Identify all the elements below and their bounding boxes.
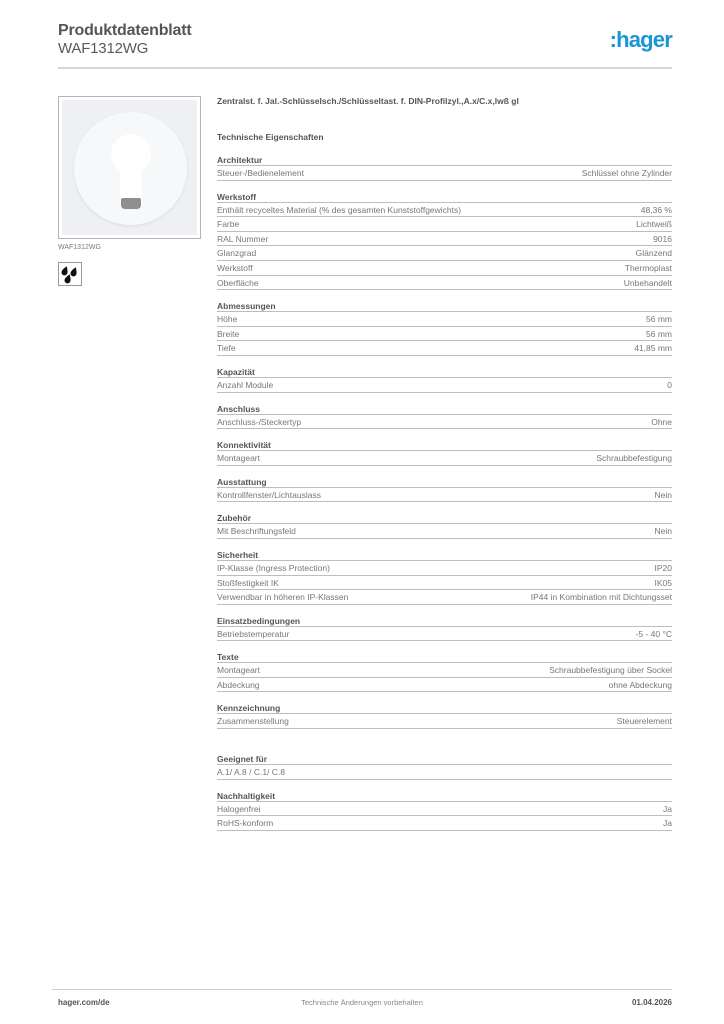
spec-group	[217, 615, 672, 642]
spec-group	[217, 300, 672, 356]
spec-label: Werkstoff	[217, 262, 253, 273]
spec-label: Kontrollfenster/Lichtauslass	[217, 489, 321, 500]
spec-row	[217, 341, 672, 356]
image-caption: WAF1312WG	[58, 244, 101, 251]
spec-value: Thermoplast	[624, 262, 672, 273]
spec-group-title: Nachhaltigkeit	[217, 790, 672, 802]
spec-row	[217, 415, 672, 430]
spec-group-title: Zubehör	[217, 512, 672, 524]
spec-row	[217, 451, 672, 466]
product-description: Zentralst. f. Jal.-Schlüsselsch./Schlüsseltast. f. DIN-Profilzyl.,A.x/C.x,lwß gl	[217, 96, 519, 106]
spec-value: IK05	[654, 577, 672, 588]
spec-value: 56 mm	[646, 328, 672, 339]
keyhole-shutter	[121, 198, 141, 209]
spec-group	[217, 549, 672, 605]
spec-label: Oberfläche	[217, 277, 259, 288]
spec-row	[217, 663, 672, 678]
spec-row	[217, 378, 672, 393]
spec-row	[217, 627, 672, 642]
footer-date: 01.04.2026	[631, 998, 672, 1007]
spec-group	[217, 753, 672, 780]
spec-value: -5 - 40 °C	[635, 628, 672, 639]
spec-label: Anschluss-/Steckertyp	[217, 416, 302, 427]
spec-value: Glänzend	[635, 248, 672, 259]
spec-group	[217, 702, 672, 729]
spec-group	[217, 154, 672, 181]
spec-label: Enthält recyceltes Material (% des gesamten Kunststoffgewichts)	[217, 204, 462, 215]
spec-value: Lichtweiß	[636, 219, 672, 230]
spec-value: 9016	[653, 233, 672, 244]
spec-group-title: Kapazität	[217, 366, 672, 378]
spec-group	[217, 191, 672, 291]
section-heading: Technische Eigenschaften	[217, 132, 324, 142]
spec-value: 0	[667, 379, 672, 390]
spec-value: Schlüssel ohne Zylinder	[581, 168, 672, 178]
spec-row	[217, 765, 672, 780]
header-divider	[58, 67, 672, 69]
footer-divider	[52, 989, 672, 990]
spec-group	[217, 790, 672, 831]
spec-label: Montageart	[217, 453, 260, 464]
spec-value: Nein	[654, 526, 672, 537]
spec-label: Breite	[217, 328, 240, 339]
spec-group-title: Kennzeichnung	[217, 702, 672, 714]
spec-value: Unbehandelt	[623, 277, 672, 288]
spec-value: IP44 in Kombination mit Dichtungsset	[530, 592, 672, 603]
spec-label: Halogenfrei	[217, 803, 261, 814]
spec-label: Glanzgrad	[217, 248, 257, 259]
spec-group-title: Geeignet für	[217, 753, 672, 765]
spec-group-title: Anschluss	[217, 403, 672, 415]
spec-value: Schraubbefestigung über Sockel	[549, 665, 672, 676]
spec-group	[217, 651, 672, 692]
spec-row	[217, 276, 672, 291]
spec-value: Ja	[663, 803, 672, 814]
spec-label: RoHS-konform	[217, 818, 274, 829]
footer-notice: Technische Änderungen vorbehalten	[301, 998, 423, 1007]
spec-label: A.1/ A.8 / C.1/ C.8	[217, 767, 286, 778]
spec-group-title: Sicherheit	[217, 549, 672, 561]
product-image	[58, 96, 201, 239]
spec-label: IP-Klasse (Ingress Protection)	[217, 562, 330, 573]
spec-group	[217, 476, 672, 503]
spec-row	[217, 217, 672, 232]
spec-row	[217, 232, 672, 247]
cover-plate	[62, 100, 197, 235]
spec-row	[217, 203, 672, 218]
spec-group	[217, 512, 672, 539]
spec-group-title: Ausstattung	[217, 476, 672, 488]
specification-panel	[217, 94, 672, 831]
spec-value: Nein	[654, 489, 672, 500]
spec-row	[217, 802, 672, 817]
spec-row	[217, 678, 672, 693]
spec-group	[217, 366, 672, 393]
spec-row	[217, 488, 672, 503]
spec-row	[217, 327, 672, 342]
spec-group-title: Werkstoff	[217, 191, 672, 203]
spec-value: ohne Abdeckung	[608, 679, 672, 690]
spec-row	[217, 590, 672, 605]
product-code: WAF1312WG	[58, 40, 149, 57]
spec-group-title: Konnektivität	[217, 439, 672, 451]
document-title: Produktdatenblatt	[58, 22, 192, 39]
spec-row	[217, 261, 672, 276]
spec-value: 48,36 %	[640, 204, 672, 215]
spec-label: Montageart	[217, 665, 260, 676]
spec-group-title: Einsatzbedingungen	[217, 615, 672, 627]
spec-row	[217, 561, 672, 576]
spec-value: Schraubbefestigung	[596, 453, 672, 464]
spec-label: RAL Nummer	[217, 233, 269, 244]
spec-label: Farbe	[217, 219, 240, 230]
page-header	[58, 20, 672, 70]
spec-label: Steuer-/Bedienelement	[217, 168, 304, 178]
spec-label: Höhe	[217, 314, 238, 325]
spec-group-title: Abmessungen	[217, 300, 672, 312]
spec-group	[217, 439, 672, 466]
spec-group-title: Texte	[217, 651, 672, 663]
spec-label: Stoßfestigkeit IK	[217, 577, 279, 588]
spec-label: Abdeckung	[217, 679, 260, 690]
spec-row	[217, 166, 672, 181]
spec-row	[217, 576, 672, 591]
spec-row	[217, 816, 672, 831]
key-switch-disc	[74, 112, 187, 225]
spec-label: Zusammenstellung	[217, 716, 289, 727]
water-drops-icon	[58, 262, 82, 286]
spec-label: Anzahl Module	[217, 379, 274, 390]
spec-label: Tiefe	[217, 343, 236, 354]
spec-row	[217, 524, 672, 539]
spec-value: Ja	[663, 818, 672, 829]
spec-row	[217, 714, 672, 729]
spec-label: Betriebstemperatur	[217, 628, 290, 639]
spec-row	[217, 312, 672, 327]
hager-logo: :hager	[609, 27, 672, 52]
spec-value: Ohne	[651, 416, 672, 427]
spec-label: Mit Beschriftungsfeld	[217, 526, 296, 537]
spec-value: IP20	[654, 562, 672, 573]
footer-website[interactable]: hager.com/de	[58, 998, 110, 1007]
spec-value: 56 mm	[646, 314, 672, 325]
spec-label: Verwendbar in höheren IP-Klassen	[217, 592, 349, 603]
spec-value: 41,85 mm	[634, 343, 672, 354]
spec-groups	[217, 154, 672, 831]
spec-row	[217, 246, 672, 261]
spec-value: Steuerelement	[616, 716, 672, 727]
spec-group	[217, 403, 672, 430]
spec-group-title: Architektur	[217, 154, 672, 166]
